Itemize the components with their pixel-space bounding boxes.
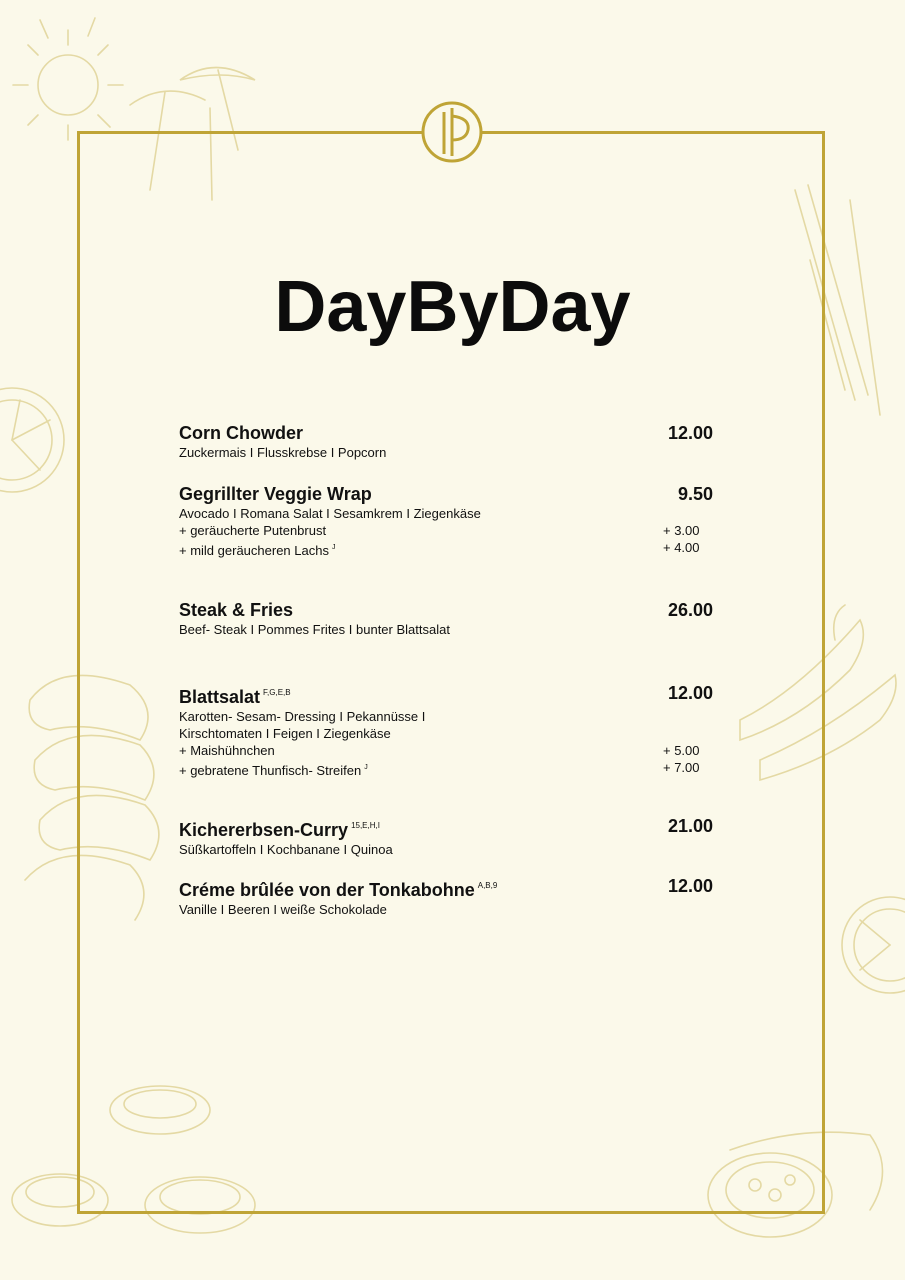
menu-item-creme-brulee (179, 875, 719, 918)
extra-price: + 4.00 (663, 540, 700, 555)
dish-extra: + gebratene Thunfisch- Streifen $^J$ + 7.00 (179, 760, 700, 778)
dish-extra: + Maishühnchen + 5.00 (179, 743, 700, 758)
dish-description: Beef- Steak I Pommes Frites I bunter Blattsalat (179, 622, 450, 637)
dish-price: 26.00 (667, 600, 713, 620)
menu-item-steak-fries (179, 599, 719, 638)
dish-price: 12.00 (667, 423, 713, 443)
dish-name: Blattsalat $^{F,G,E,B}$ (179, 687, 291, 707)
dish-price: 9.50 (677, 484, 713, 504)
dish-description: Zuckermais I Flusskrebse I Popcorn (179, 445, 387, 460)
dish-name: Kichererbsen-Curry $^{15,E,H,I}$ (179, 820, 380, 840)
sun-sketch-icon (13, 18, 123, 140)
dish-description: Karotten- Sesam- Dressing I Pekannüsse I (179, 709, 426, 724)
dish-price: 12.00 (667, 876, 713, 896)
extra-price: + 7.00 (663, 760, 700, 775)
extra-price: + 5.00 (663, 743, 700, 758)
dish-name: Gegrillter Veggie Wrap (179, 484, 372, 504)
dish-description: Kirschtomaten I Feigen I Ziegenkäse (179, 726, 391, 741)
allergen-codes: A,B,9 (477, 881, 498, 890)
dish-price: 21.00 (667, 816, 713, 836)
dish-extra: + mild geräucheren Lachs $^J$ + 4.00 (179, 540, 700, 558)
logo-monogram-icon (420, 100, 484, 164)
allergen-codes: F,G,E,B (263, 688, 291, 697)
menu-item-veggie-wrap (179, 483, 719, 559)
dish-description: Süßkartoffeln I Kochbanane I Quinoa (179, 842, 393, 857)
menu-item-corn-chowder (179, 422, 719, 461)
dish-name: Créme brûlée von der Tonkabohne $^{A,B,9}$ (179, 880, 498, 900)
lemon-sketch-icon (0, 388, 64, 492)
dish-price: 12.00 (667, 683, 713, 703)
menu-item-blattsalat (179, 682, 719, 779)
menu-title: DayByDay (274, 267, 631, 347)
menu-item-kichererbsen-curry (179, 815, 719, 858)
dish-name: Steak & Fries (179, 600, 294, 620)
extra-price: + 3.00 (663, 523, 700, 538)
lemon-sketch-icon (842, 897, 905, 993)
dish-description: Vanille I Beeren I weiße Schokolade (179, 902, 387, 917)
dish-extra: + geräucherte Putenbrust + 3.00 (179, 523, 700, 538)
dish-name: Corn Chowder (179, 423, 303, 443)
allergen-codes: 15,E,H,I (351, 821, 380, 830)
dish-description: Avocado I Romana Salat I Sesamkrem I Ziegenkäse (179, 506, 481, 521)
allergen-codes: J (331, 544, 336, 551)
allergen-codes: J (364, 764, 368, 771)
